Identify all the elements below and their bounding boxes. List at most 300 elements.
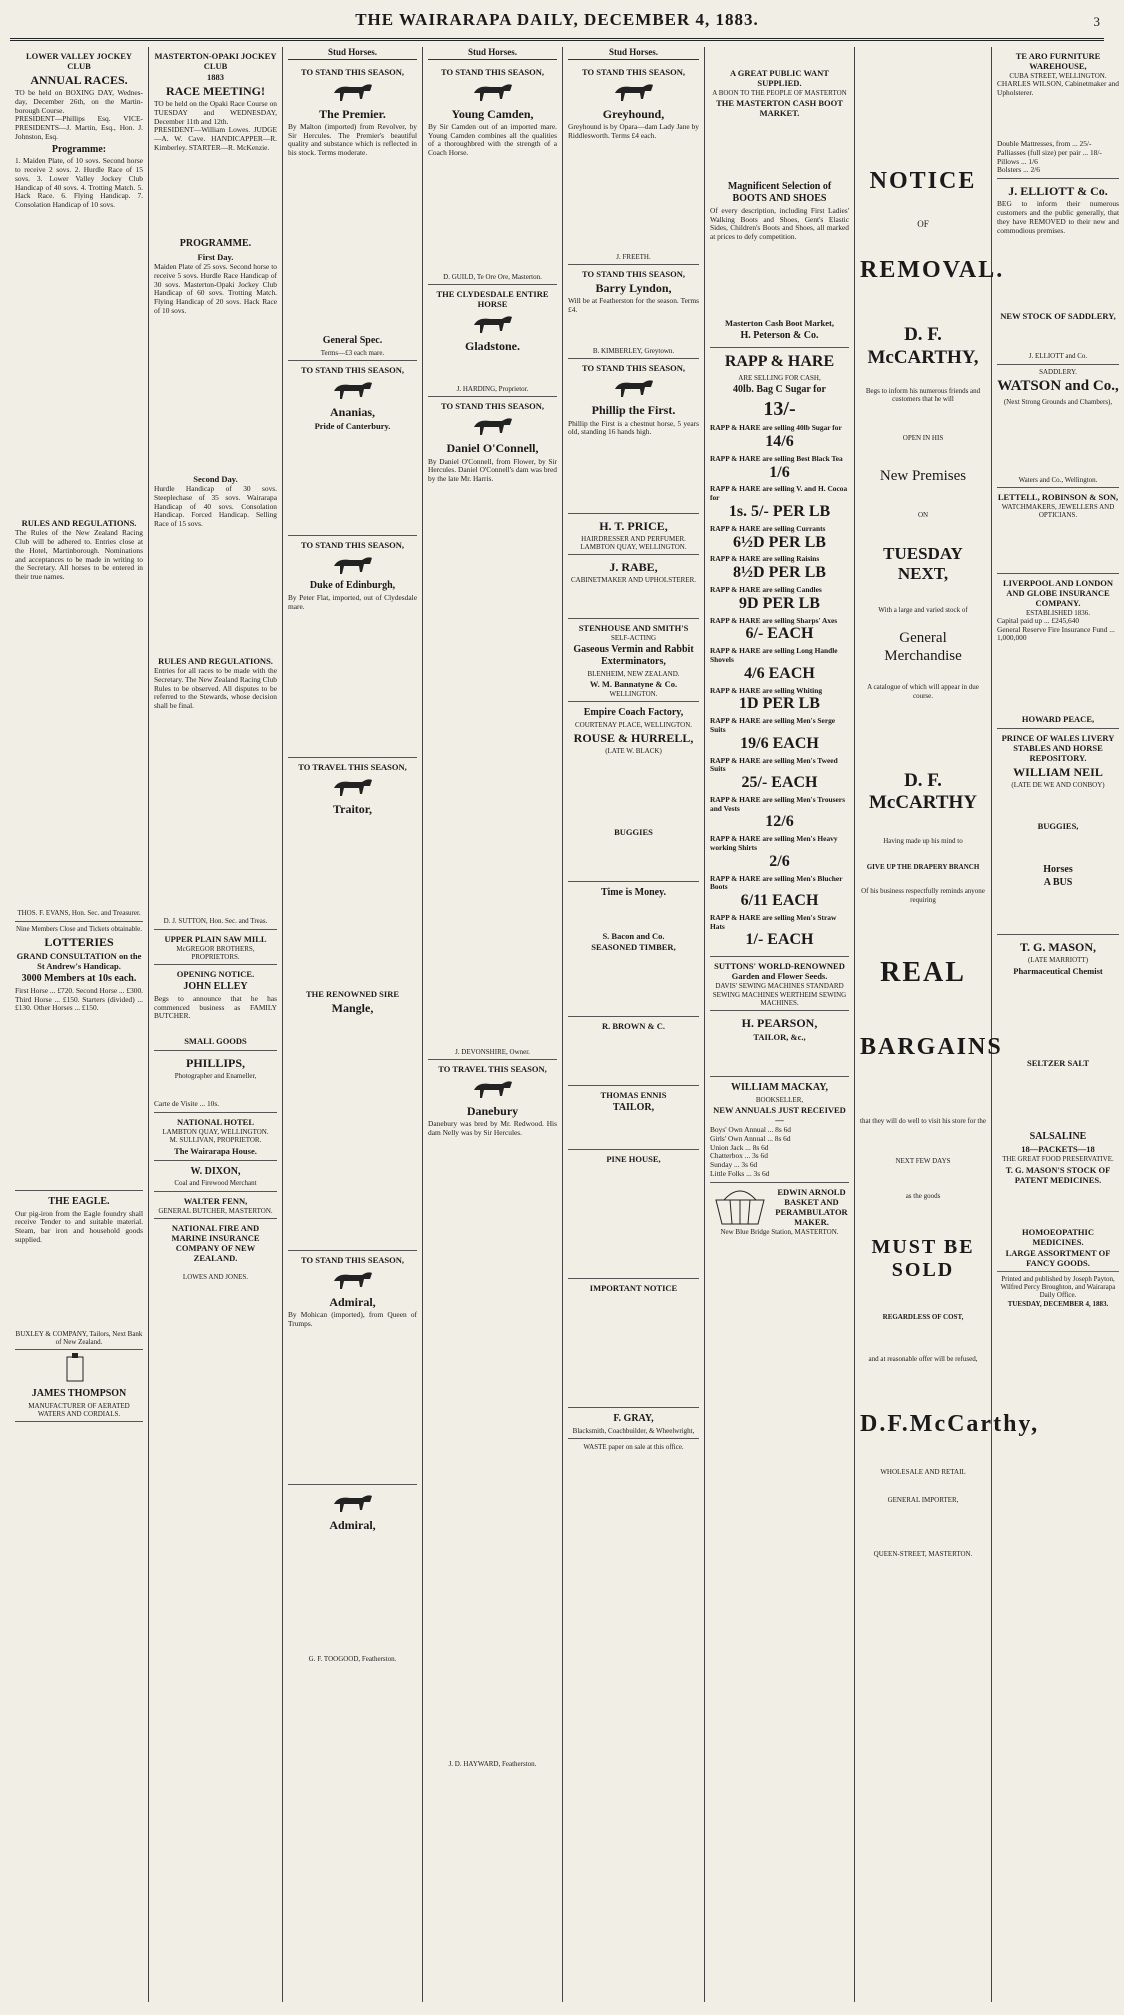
day-two-text: Hurdle Handicap of 30 sovs. Steeplechase of 35 sovs. Wairarapa Handicap of 40 sovs. Consolation Handicap. Forced Handicap. Selling Race of 15 sovs. — [154, 484, 277, 529]
next-days: NEXT FEW DAYS — [895, 1157, 951, 1166]
elliott-text: BEG to inform their numerous customers and the public generally, that they have REMOVED to their new and commodious premises. — [997, 199, 1119, 235]
horse-name: Daniel O'Connell, — [446, 441, 539, 456]
rapp-item — [710, 455, 849, 483]
horse-name: Barry Lyndon, — [595, 281, 672, 296]
horse-name: Young Camden, — [451, 106, 534, 121]
ad-intro: TO be held on BOXING DAY, Wednes-day, December 26th, on the Martin-borough Course. — [15, 88, 143, 115]
ad-admiral-2 — [288, 1485, 417, 1665]
rapp-title: RAPP & HARE — [724, 352, 835, 370]
ad-gladstone — [428, 285, 557, 397]
rapp-item-label: RAPP & HARE are selling Men's Trousers and Vests — [710, 794, 845, 813]
saddlers: SADDLERY. — [1039, 367, 1077, 376]
column-2 — [149, 47, 283, 2002]
horse-icon — [328, 1490, 378, 1516]
ad-title: TO TRAVEL THIS SEASON, — [298, 761, 407, 772]
horse-icon — [468, 413, 518, 439]
boot-head-1: A GREAT PUBLIC WANT SUPPLIED. — [730, 68, 829, 89]
wholesale: WHOLESALE AND RETAIL — [880, 1467, 966, 1476]
column-heading: Stud Horses. — [428, 47, 557, 60]
rapp-item-label: RAPP & HARE are selling Raisins — [710, 554, 820, 564]
saddlery: NEW STOCK OF SADDLERY, — [1000, 311, 1116, 322]
rapp-item-price: 9D PER LB — [739, 594, 820, 612]
imprint: Printed and published by Joseph Payton, Wilfred Percy Broughton, and Wairarapa Daily Office. — [1000, 1274, 1116, 1300]
coach-sub: COURTENAY PLACE, WELLINGTON. — [574, 720, 693, 729]
ad-text: By Mohican (imported), from Queen of Trumps. — [288, 1310, 417, 1329]
rapp-item — [710, 647, 849, 683]
neil-sub: (LATE DE WE AND CONBOY) — [1011, 781, 1105, 790]
ad-title: TO STAND THIS SEASON, — [301, 66, 404, 77]
notice-heading: NOTICE — [869, 168, 977, 194]
smith-product: Gaseous Vermin and Rabbit Exterminators, — [573, 643, 694, 667]
signature: J. FREETH. — [616, 252, 651, 261]
with-text: With a large and varied stock of — [878, 605, 968, 614]
annual-list — [710, 1126, 849, 1178]
lottery-members: 3000 Members at 10s each. — [21, 973, 137, 985]
ad-title: TO STAND THIS SEASON, — [301, 1255, 404, 1266]
pearson-sub: TAILOR, &c., — [753, 1032, 806, 1043]
price-item: Bolsters ... 2/6 — [997, 165, 1040, 175]
masthead — [10, 8, 1104, 41]
ad-thompson — [15, 1350, 143, 1422]
bacon: S. Bacon and Co. — [602, 931, 665, 942]
club-name: LOWER VALLEY JOCKEY CLUB — [25, 51, 133, 72]
rapp-item — [710, 485, 849, 521]
ad-eagle — [15, 1191, 143, 1350]
boot-shop: THE MASTERTON CASH BOOT MARKET. — [716, 98, 843, 119]
rapp-item — [710, 525, 849, 553]
ad-text: By Malton (imported) from Revolver, by Sir Hercules. The Premier's beautiful quality and substance which is reflected in his stock. Terms moderate. — [288, 121, 417, 157]
horse-sub: Pride of Canterbury. — [314, 421, 391, 431]
wilson: CHARLES WILSON, Cabinetmaker and Upholsterer. — [997, 79, 1119, 98]
homoeopathic: HOMOEOPATHIC MEDICINES. — [1022, 1226, 1094, 1247]
horse-icon — [609, 375, 659, 401]
watson-sub: (Next Strong Grounds and Chambers), — [1003, 397, 1113, 406]
ad-opaki-races — [154, 47, 277, 930]
rapp-item — [710, 875, 849, 911]
capital-item: Capital paid up ... £245,640 — [997, 615, 1080, 625]
tuesday-next: TUESDAY NEXT, — [883, 543, 963, 583]
pearson-name: H. PEARSON, — [741, 1016, 818, 1031]
hotel-name: NATIONAL HOTEL — [176, 1116, 255, 1127]
rapp-item-price: 14/6 — [765, 432, 794, 450]
rapp-item-label: RAPP & HARE are selling Men's Serge Suits — [710, 716, 836, 734]
boot-head-2: A BOON TO THE PEOPLE OF MASTERTON — [712, 89, 847, 98]
lottery-sub: GRAND CONSULTATION on the St Andrew's Handicap. — [16, 951, 142, 972]
horse-name: Admiral, — [329, 1518, 376, 1533]
horse-name: Gladstone. — [464, 339, 520, 354]
elliott-name: J. ELLIOTT & Co. — [1008, 184, 1108, 199]
notice-line: Nine Members Close and Tickets obtainable. — [16, 924, 142, 933]
ennis-name: THOMAS ENNIS — [600, 1090, 667, 1101]
smith-title: STENHOUSE AND SMITH'S — [578, 622, 689, 633]
ad-title: TO STAND THIS SEASON, — [301, 540, 404, 551]
rapp-item-label: RAPP & HARE are selling 40lb Sugar for — [710, 423, 842, 433]
rapp-item — [710, 424, 849, 452]
ad-stenhouse — [568, 619, 699, 702]
of-text: OF — [917, 219, 929, 230]
annual-item: Boys' Own Annual ... 8s 6d — [710, 1125, 791, 1135]
ad-mackay — [710, 1077, 849, 1182]
ad-text: By Peter Flat, imported, out of Clydesdale mare. — [288, 592, 417, 611]
lottery-text: First Horse ... £720. Second Horse ... £300. Third Horse ... £150. Starters (divided) ... £130. Other Horses ... £150. — [15, 985, 143, 1013]
officers: PRESIDENT—William Lowes. JUDGE—A. W. Cave. HANDICAPPER—R. Kimberley. STARTER—R. McKenzie. — [154, 125, 277, 152]
ad-lower-valley-races — [15, 47, 143, 922]
time-money: Time is Money. — [600, 886, 667, 898]
column-4 — [423, 47, 563, 2002]
regardless: REGARDLESS OF COST, — [882, 1313, 964, 1322]
ad-title: RACE MEETING! — [165, 84, 265, 99]
day-one: First Day. — [197, 252, 234, 263]
ad-phillip — [568, 359, 699, 513]
horse-icon — [609, 79, 659, 105]
ad-danebury — [428, 1060, 557, 1771]
rapp-item-label: RAPP & HARE are selling Men's Straw Hats — [710, 912, 837, 931]
price-item: Palliasses (full size) per pair ... 18/- — [997, 148, 1102, 158]
established: ESTABLISHED 1836. — [1026, 608, 1090, 617]
horse-name: Greyhound, — [602, 106, 665, 121]
day-one-text: Maiden Plate of 25 sovs. Second horse to receive 5 sovs. Hurdle Race Handicap of 30 sovs. Masterton-Opaki Jockey Club Handicap of 60 sovs. Trotting Match. Flying Handicap of 20 sovs. Hack Race of 10 sovs. — [154, 262, 277, 315]
small-goods: SMALL GOODS — [184, 1035, 247, 1046]
rules-text: The Rules of the New Zealand Racing Club will be adhered to. Entries close at the Hotel, Martinborough. Nominations and acceptances to be made in writing to the Secretary. All horses to be entered in their true names. — [15, 528, 143, 582]
barber-address: LAMBTON QUAY, WELLINGTON. — [580, 543, 687, 552]
ad-important — [568, 1279, 699, 1408]
year: 1883 — [207, 72, 224, 83]
ad-lottery — [15, 922, 143, 1191]
horse-icon — [468, 311, 518, 337]
smith-place: BLENHEIM, NEW ZEALAND. — [587, 669, 680, 678]
removal-heading: REMOVAL. — [860, 256, 1005, 283]
ad-terms: Terms—£3 each mare. — [320, 348, 385, 357]
ad-daniel-oconnell — [428, 397, 557, 1059]
rapp-item-label: RAPP & HARE are selling Men's Blucher Boots — [710, 873, 843, 892]
fenn-sub: GENERAL BUTCHER, MASTERTON. — [158, 1206, 273, 1215]
horse-icon — [328, 552, 378, 578]
general-merchandise: General Merchandise — [884, 630, 962, 664]
rapp-item-price: 6/- EACH — [745, 625, 814, 643]
rapp-item — [710, 687, 849, 715]
ad-sub: General Spec. — [322, 334, 383, 346]
give-up-text: GIVE UP THE DRAPERY BRANCH — [866, 863, 980, 872]
ad-basket — [710, 1183, 849, 1239]
smith-sub: SELF-ACTING — [610, 633, 657, 642]
day-two: Second Day. — [193, 474, 238, 485]
rapp-item-price: 25/- EACH — [741, 774, 818, 791]
rapp-items — [710, 424, 849, 950]
sugar-head: 40lb. Bag C Sugar for — [733, 383, 826, 395]
imprint-date: TUESDAY, DECEMBER 4, 1883. — [1007, 1299, 1109, 1308]
ad-title: TO STAND THIS SEASON, — [441, 66, 544, 77]
ad-text: By Sir Camden out of an imported mare. Young Camden combines all the qualities of a thoroughbred with the strength of a Coach Horse. — [428, 121, 557, 157]
rapp-item-price: 1s. 5/- PER LB — [728, 502, 831, 520]
ad-national-hotel — [154, 1113, 277, 1161]
ad-title: TO STAND THIS SEASON, — [441, 401, 544, 412]
neil-name: WILLIAM NEIL — [1013, 765, 1103, 780]
open-in-his: OPEN IN HIS — [902, 433, 944, 442]
phillips-name: PHILLIPS, — [185, 1055, 245, 1070]
ad-title: TO TRAVEL THIS SEASON, — [438, 1063, 547, 1074]
te-aro-prices — [997, 140, 1119, 175]
as-goods: as the goods — [905, 1191, 941, 1200]
buxley: BUXLEY & COMPANY, Tailors, Next Bank of New Zealand. — [15, 1329, 143, 1346]
ad-duke — [288, 536, 417, 758]
annual-item: Girls' Own Annual ... 8s 6d — [710, 1134, 791, 1144]
club-name: MASTERTON-OPAKI JOCKEY CLUB — [154, 51, 277, 72]
rapp-item-label: RAPP & HARE are selling Whiting — [710, 685, 823, 695]
column-6 — [705, 47, 855, 2002]
on-text: ON — [917, 511, 929, 520]
waters: Waters and Co., Wellington. — [1018, 475, 1098, 484]
rapp-item-label: RAPP & HARE are selling Sharps' Axes — [710, 615, 838, 625]
ad-te-aro — [997, 47, 1119, 179]
horse-name-2: Mangle, — [331, 1001, 374, 1016]
rapp-item — [710, 914, 849, 950]
ad-dixon — [154, 1161, 277, 1192]
ad-pearson — [710, 1011, 849, 1077]
bargains-heading: BARGAINS — [860, 1033, 1003, 1060]
gray-sub: Blacksmith, Coachbuilder, & Wheelwright, — [572, 1427, 695, 1436]
ad-admiral — [288, 1251, 417, 1485]
pharmaceutical: Pharmaceutical Chemist — [1013, 965, 1103, 976]
ad-watson — [997, 365, 1119, 488]
ad-gray — [568, 1408, 699, 1439]
ad-young-camden — [428, 63, 557, 285]
mccarthy-name-3: D.F.McCarthy, — [860, 1410, 1040, 1437]
seeds-title: SUTTONS' WORLD-RENOWNED Garden and Flower Seeds. — [714, 961, 845, 982]
eagle-text: Our pig-iron from the Eagle foundry shall receive Tender to and suitable material. Steam, bar iron and household goods supplied. — [15, 1208, 143, 1244]
salsaline: SALSALINE — [1029, 1130, 1087, 1142]
kitchen-sub: WATCHMAKERS, JEWELLERS AND OPTICIANS. — [1001, 503, 1115, 520]
ad-ananias — [288, 361, 417, 536]
thompson-name: JAMES THOMPSON — [31, 1387, 127, 1399]
pine-house: PINE HOUSE, — [606, 1154, 661, 1165]
annual-item: Chatterbox ... 3s 6d — [710, 1151, 768, 1161]
ad-text: Will be at Featherston for the season. Terms £4. — [568, 296, 699, 314]
ad-boot-market — [710, 47, 849, 348]
rapp-item-label: RAPP & HARE are selling Candles — [710, 585, 822, 595]
rapp-item-price: 12/6 — [765, 813, 794, 831]
ad-intro: TO be held on the Opaki Race Course on TUESDAY and WEDNESDAY, December 11th and 12th. — [154, 99, 277, 126]
barber-name: H. T. PRICE, — [599, 518, 668, 533]
horse-icon — [468, 79, 518, 105]
boot-lead-text: Of every description, including First Ladies' Walking Boots and Shoes, Gent's Elastic Sides, Children's Boots and Shoes, all marked at prices to defy competition. — [710, 205, 849, 242]
basket-icon — [710, 1186, 770, 1226]
agent: HOWARD PEACE, — [1021, 714, 1095, 725]
ad-premier — [288, 63, 417, 361]
horse-name: Duke of Edinburgh, — [309, 580, 396, 592]
basket-address: New Blue Bridge Station, MASTERTON. — [720, 1227, 839, 1236]
bus: A BUS — [1043, 877, 1073, 889]
column-1 — [10, 47, 149, 2002]
basket-maker: EDWIN ARNOLD BASKET AND PERAMBULATOR MAKER. — [775, 1186, 848, 1227]
ad-text: Phillip the First is a chestnut horse, 5 years old, standing 16 hands high. — [568, 418, 699, 437]
business-text: Of his business respectfully reminds anyone requiring — [861, 887, 985, 904]
barber-sub: HAIRDRESSER AND PERFUMER. — [581, 534, 686, 543]
catalogue-text: A catalogue of which will appear in due course. — [867, 683, 979, 700]
bottle-icon — [15, 1353, 135, 1383]
seasoned-timber: SEASONED TIMBER, — [591, 942, 676, 953]
ad-elliott — [997, 179, 1119, 364]
rapp-item-price: 8½D PER LB — [733, 564, 826, 582]
ad-title: TO STAND THIS SEASON, — [301, 364, 404, 375]
signature: D. GUILD, Te Ore Ore, Masterton. — [443, 272, 542, 281]
rouse-name: ROUSE & HURRELL, — [573, 731, 694, 746]
rapp-item — [710, 555, 849, 583]
rapp-item-price: 4/6 EACH — [744, 664, 815, 682]
rapp-item-label: RAPP & HARE are selling Best Black Tea — [710, 453, 843, 463]
annual-item: Union Jack ... 8s 6d — [710, 1142, 769, 1152]
signature: D. J. SUTTON, Hon. Sec. and Treas. — [163, 917, 268, 926]
phillips-sub: Photographer and Enameller, — [174, 1072, 257, 1080]
mackay-sub: BOOKSELLER, — [755, 1096, 804, 1104]
rapp-item-price: 2/6 — [769, 852, 790, 870]
rapp-item — [710, 717, 849, 753]
horse-name: Danebury — [466, 1103, 519, 1118]
mill-title: UPPER PLAIN SAW MILL — [164, 933, 267, 944]
rules-title: RULES AND REGULATIONS. — [21, 518, 137, 529]
owner: G. F. TOOGOOD, Featherston. — [308, 1654, 397, 1663]
capital-item: General Reserve Fire Insurance Fund ... 1,000,000 — [997, 624, 1115, 643]
insurance-title: NATIONAL FIRE AND MARINE INSURANCE COMPANY OF NEW ZEALAND. — [171, 1222, 260, 1263]
boot-lead: Magnificent Selection of BOOTS AND SHOES — [727, 181, 832, 205]
rapp-item-price: 19/6 EACH — [740, 734, 819, 752]
liverpool: LIVERPOOL AND LONDON AND GLOBE INSURANCE COMPANY. — [1002, 577, 1114, 608]
bannatyne-sub: WELLINGTON. — [609, 689, 658, 698]
ad-head: THE CLYDESDALE ENTIRE HORSE — [436, 289, 549, 310]
queen-street: QUEEN-STREET, MASTERTON. — [873, 1550, 973, 1559]
mccarthy-name-1: D. F. McCARTHY, — [867, 324, 979, 368]
horse-name: The Premier. — [319, 106, 386, 121]
annual-item: Sunday ... 3s 6d — [710, 1160, 758, 1170]
insurance-agents: LOWES AND JONES. — [182, 1272, 249, 1281]
ad-title: TO STAND THIS SEASON, — [582, 66, 685, 77]
sewing-machines: DAVIS' SEWING MACHINES STANDARD SEWING MACHINES WERTHEIM SEWING MACHINES. — [712, 982, 847, 1007]
ad-text: Greyhound is by Opara—dam Lady Jane by Riddlesworth. Terms £4 each. — [568, 121, 699, 140]
rabe-sub: CABINETMAKER AND UPHOLSTERER. — [570, 576, 697, 585]
fancy-goods: LARGE ASSORTMENT OF FANCY GOODS. — [1005, 1247, 1111, 1268]
prince: PRINCE OF WALES LIVERY STABLES AND HORSE REPOSITORY. — [1001, 733, 1115, 764]
bannatyne: W. M. Bannatyne & Co. — [589, 678, 678, 689]
ad-rabe — [568, 555, 699, 618]
eagle-title: THE EAGLE. — [48, 1195, 110, 1207]
columns — [10, 47, 1119, 2002]
horse-name: Traitor, — [333, 801, 372, 816]
rapp-item — [710, 757, 849, 793]
watson-name: WATSON and Co., — [997, 377, 1119, 394]
ad-title: TO STAND THIS SEASON, — [582, 269, 685, 280]
price-item: Double Mattresses, from ... 25/- — [997, 139, 1092, 149]
ad-title: TO STAND THIS SEASON, — [582, 363, 685, 374]
having-text: Having made up his mind to — [883, 836, 963, 845]
signature: J. HARDING, Proprietor. — [456, 385, 529, 394]
rapp-item — [710, 586, 849, 614]
signature: B. KIMBERLEY, Greytown. — [592, 347, 675, 356]
photo-price: Carte de Visite ... 10s. — [154, 1099, 220, 1109]
horse-icon — [328, 79, 378, 105]
butcher-name: JOHN ELLEY — [183, 981, 248, 993]
seltzer: SELTZER SALT — [1027, 1057, 1089, 1068]
rapp-item-label: RAPP & HARE are selling Long Handle Shovels — [710, 646, 838, 664]
horse-icon — [328, 377, 378, 403]
rapp-item-price: 6/11 EACH — [740, 892, 819, 910]
ad-timber — [568, 882, 699, 1018]
rapp-item — [710, 617, 849, 645]
ad-rapp-hare — [710, 348, 849, 958]
horse-name: Ananias, — [329, 404, 376, 419]
waste-paper: WASTE paper on sale at this office. — [583, 1443, 684, 1452]
reasonable-offer: and at reasonable offer will be refused, — [868, 1355, 978, 1364]
capital-list — [997, 617, 1119, 643]
ad-title: ANNUAL RACES. — [30, 73, 128, 88]
ad-traitor — [288, 758, 417, 1251]
rapp-item-price: 1/6 — [769, 463, 790, 481]
new-premises: New Premises — [879, 467, 967, 484]
ad-greyhound — [568, 63, 699, 265]
coach-title: Empire Coach Factory, — [583, 707, 684, 719]
dixon-sub: Coal and Firewood Merchant — [174, 1179, 257, 1188]
programme-title: PROGRAMME. — [179, 238, 252, 250]
rabe-name: J. RABE, — [609, 560, 658, 575]
must-be-sold: MUST BE SOLD — [871, 1235, 975, 1282]
mill-sub: McGREGOR BROTHERS, PROPRIETORS. — [176, 944, 255, 961]
important-notice: IMPORTANT NOTICE — [589, 1283, 678, 1294]
elliott-sign: J. ELLIOTT and Co. — [1028, 352, 1088, 361]
te-aro-head: TE ARO FURNITURE WAREHOUSE, — [1015, 51, 1101, 72]
ad-sub: THE RENOWNED SIRE — [305, 989, 400, 999]
te-aro-addr: CUBA STREET, WELLINGTON. — [1009, 72, 1107, 81]
boot-name: Masterton Cash Boot Market, — [724, 317, 835, 328]
butcher-text: Begs to announce that he has commenced business as FAMILY BUTCHER. — [154, 993, 277, 1021]
ad-text: Danebury was bred by Mr. Redwood. His dam Nelly was by Sir Hercules. — [428, 1119, 557, 1137]
thompson-sub: MANUFACTURER OF AERATED WATERS AND CORDIALS. — [28, 1401, 130, 1418]
ad-seeds — [710, 957, 849, 1011]
rapp-item-label: RAPP & HARE are selling V. and H. Cocoa for — [710, 484, 848, 503]
ad-insurance — [154, 1219, 277, 1284]
column-5 — [563, 47, 705, 2002]
ad-brown — [568, 1017, 699, 1086]
rules-title: RULES AND REGULATIONS. — [158, 656, 273, 667]
inform-text: Begs to inform his numerous friends and customers that he will — [865, 387, 981, 404]
gray-name: F. GRAY, — [613, 1413, 654, 1425]
column-heading: Stud Horses. — [288, 47, 417, 60]
lottery-title: LOTTERIES — [44, 934, 114, 949]
ad-mason — [997, 935, 1119, 1311]
rapp-selling: ARE SELLING FOR CASH, — [738, 373, 821, 382]
signature: J. DEVONSHIRE, Owner. — [455, 1047, 530, 1056]
rapp-item-label: RAPP & HARE are selling Currants — [710, 523, 826, 533]
horse-icon — [328, 774, 378, 800]
horse-name: Phillip the First. — [591, 403, 676, 418]
column-heading: Stud Horses. — [568, 47, 699, 60]
page-number: 3 — [1093, 14, 1100, 29]
dixon-name: W. DIXON, — [190, 1165, 241, 1177]
horse-name: Admiral, — [329, 1295, 376, 1310]
rapp-item-label: RAPP & HARE are selling Men's Heavy working Shirts — [710, 834, 838, 852]
ad-jewellers — [997, 488, 1119, 574]
rules-text: Entries for all races to be made with the Secretary. The New Zealand Racing Club Rules to be observed. All disputes to be referred to the Stewards, whose decision shall be final. — [154, 666, 277, 711]
sugar-price: 13/- — [763, 397, 796, 420]
food: THE GREAT FOOD PRESERVATIVE. — [1002, 1155, 1114, 1164]
boot-owner: H. Peterson & Co. — [740, 329, 819, 341]
buggies: BUGGIES, — [1037, 820, 1079, 831]
rapp-item — [710, 796, 849, 832]
mackay-name: WILLIAM MACKAY, — [730, 1082, 829, 1094]
horse-icon — [468, 1076, 518, 1102]
fenn-name: WALTER FENN, — [183, 1195, 248, 1206]
importer: GENERAL IMPORTER, — [887, 1496, 959, 1505]
real-heading: REAL — [880, 956, 966, 988]
ad-price — [568, 514, 699, 556]
kitchen-name: LETTELL, ROBINSON & SON, — [997, 492, 1119, 503]
